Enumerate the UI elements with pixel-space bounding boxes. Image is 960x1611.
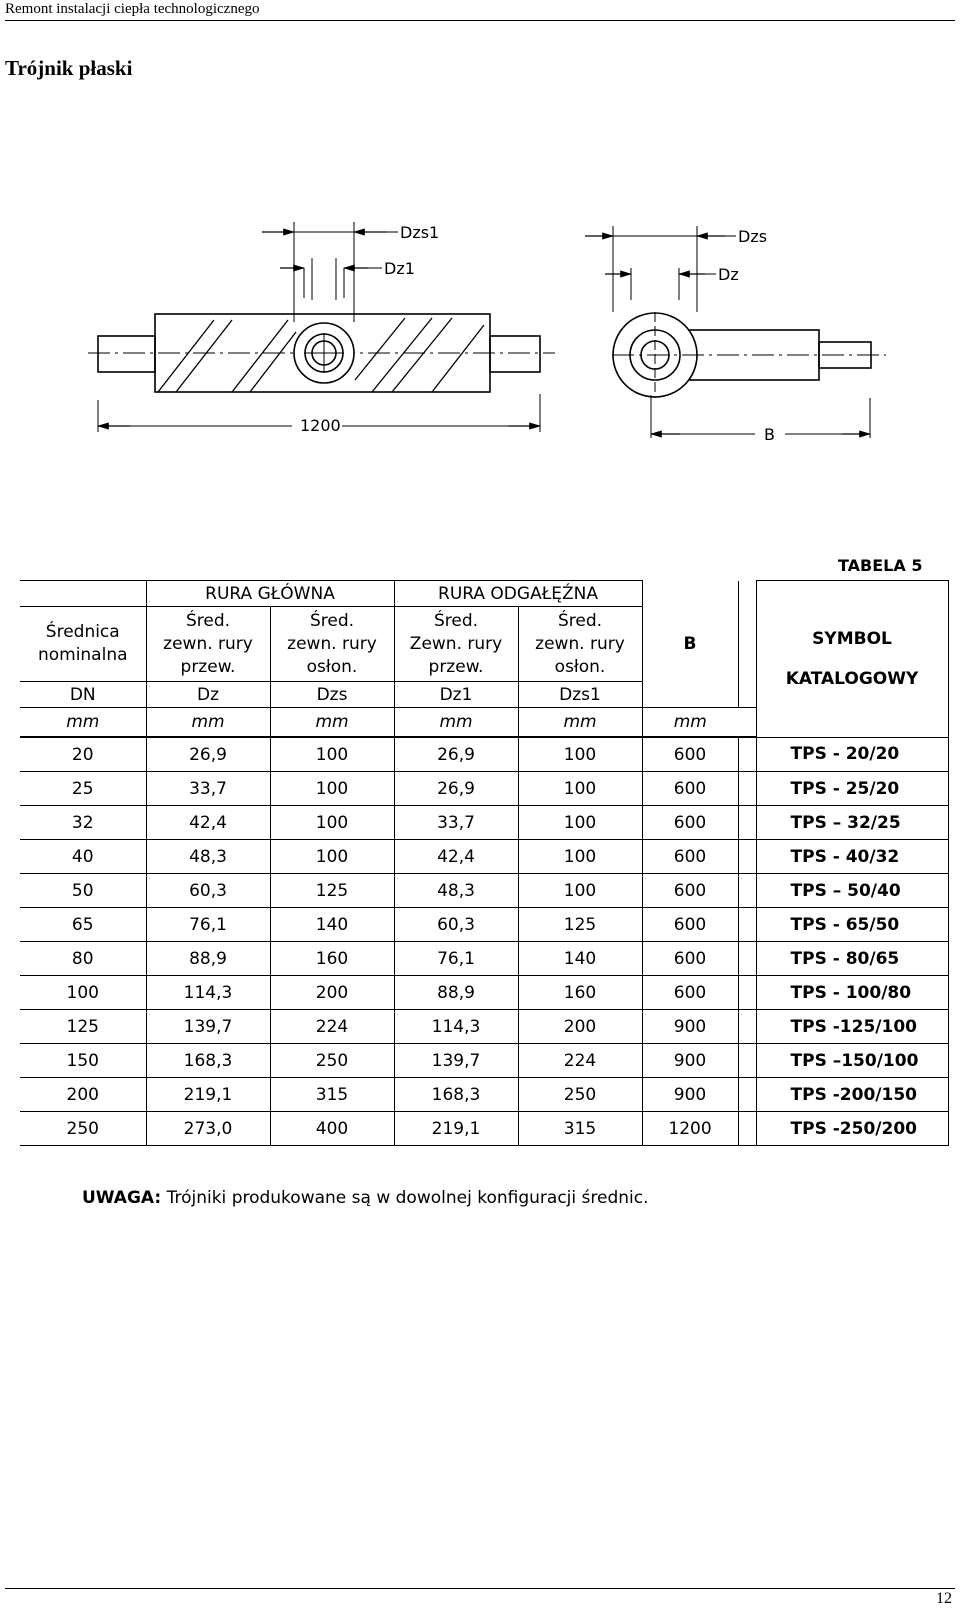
specification-table — [20, 580, 949, 1146]
table-body — [20, 737, 948, 1146]
cell-dz1: 88,9 — [394, 976, 518, 1010]
cell-dz: 273,0 — [146, 1112, 270, 1146]
cell-dz1: 76,1 — [394, 942, 518, 976]
cell-dz1: 33,7 — [394, 806, 518, 840]
cell-dz1: 114,3 — [394, 1010, 518, 1044]
cell-dzs1: 250 — [518, 1078, 642, 1112]
table-row — [20, 976, 948, 1010]
symbols-row: DN Dz Dzs Dz1 Dzs1 — [20, 682, 948, 708]
table-row — [20, 1078, 948, 1112]
cell-dz1: 60,3 — [394, 908, 518, 942]
header-nominal-diameter: Średnica nominalna — [37, 622, 128, 665]
label-dzs1: Dzs1 — [400, 223, 440, 242]
cell-dzs1: 224 — [518, 1044, 642, 1078]
cell-dz: 88,9 — [146, 942, 270, 976]
cell-dzs1: 100 — [518, 737, 642, 772]
cell-dn: 125 — [20, 1010, 146, 1044]
cell-b: 1200 — [642, 1112, 738, 1146]
symbol-header-line1: SYMBOL — [812, 628, 892, 649]
cell-dz1: 48,3 — [394, 874, 518, 908]
page-number: 12 — [936, 1590, 952, 1607]
table-row — [20, 908, 948, 942]
header-dzs: Śred. zewn. rury osłon. — [270, 607, 394, 682]
tee-technical-drawing — [0, 0, 960, 480]
cell-symbol: TPS - 100/80 — [756, 976, 948, 1010]
label-dz1: Dz1 — [384, 259, 415, 278]
cell-dz: 114,3 — [146, 976, 270, 1010]
note-text: Trójniki produkowane są w dowolnej konfiguracji średnic. — [166, 1188, 649, 1208]
cell-dn: 50 — [20, 874, 146, 908]
cell-b: 900 — [642, 1044, 738, 1078]
label-dz: Dz — [718, 265, 739, 284]
cell-dn: 250 — [20, 1112, 146, 1146]
cell-b: 600 — [642, 976, 738, 1010]
group-branch-pipe: RURA ODGAŁĘŹNA — [394, 581, 642, 607]
cell-b: 900 — [642, 1078, 738, 1112]
table-row — [20, 1010, 948, 1044]
cell-b: 600 — [642, 772, 738, 806]
symbol-header-line2: KATALOGOWY — [785, 668, 919, 689]
cell-dzs1: 125 — [518, 908, 642, 942]
cell-dz1: 26,9 — [394, 737, 518, 772]
cell-b: 600 — [642, 806, 738, 840]
cell-symbol: TPS - 20/20 — [756, 737, 948, 772]
cell-symbol: TPS - 65/50 — [756, 908, 948, 942]
table-row — [20, 1112, 948, 1146]
cell-dzs: 250 — [270, 1044, 394, 1078]
cell-dz1: 139,7 — [394, 1044, 518, 1078]
cell-dz1: 168,3 — [394, 1078, 518, 1112]
cell-b: 600 — [642, 942, 738, 976]
cell-dz1: 26,9 — [394, 772, 518, 806]
symbol-header — [756, 581, 948, 738]
cell-dn: 25 — [20, 772, 146, 806]
cell-symbol: TPS - 80/65 — [756, 942, 948, 976]
table-row — [20, 874, 948, 908]
header-dzs1: Śred. zewn. rury osłon. — [518, 607, 642, 682]
cell-dzs1: 200 — [518, 1010, 642, 1044]
cell-dzs1: 315 — [518, 1112, 642, 1146]
cell-dzs1: 100 — [518, 874, 642, 908]
pipe-end-right — [490, 336, 540, 372]
table-row — [20, 942, 948, 976]
group-main-pipe: RURA GŁÓWNA — [146, 581, 394, 607]
note — [82, 1188, 649, 1208]
cell-dzs1: 140 — [518, 942, 642, 976]
cell-dzs1: 100 — [518, 840, 642, 874]
label-1200: 1200 — [300, 416, 341, 435]
note-label: UWAGA: — [82, 1188, 162, 1208]
cell-dz: 26,9 — [146, 737, 270, 772]
cell-dn: 20 — [20, 737, 146, 772]
cell-dz: 48,3 — [146, 840, 270, 874]
cell-dzs: 140 — [270, 908, 394, 942]
label-dzs: Dzs — [738, 227, 768, 246]
cell-dn: 40 — [20, 840, 146, 874]
cell-dzs: 400 — [270, 1112, 394, 1146]
cell-dzs: 224 — [270, 1010, 394, 1044]
cell-dn: 200 — [20, 1078, 146, 1112]
cell-symbol: TPS –150/100 — [756, 1044, 948, 1078]
label-b: B — [764, 425, 775, 444]
header-dz: Śred. zewn. rury przew. — [146, 607, 270, 682]
table-row — [20, 840, 948, 874]
cell-symbol: TPS - 25/20 — [756, 772, 948, 806]
header-b: B — [642, 607, 738, 682]
group-header-row — [20, 581, 948, 607]
cell-symbol: TPS -250/200 — [756, 1112, 948, 1146]
footer-divider — [5, 1588, 955, 1589]
cell-dz: 168,3 — [146, 1044, 270, 1078]
cell-dzs: 200 — [270, 976, 394, 1010]
cell-dz1: 42,4 — [394, 840, 518, 874]
cell-dzs: 315 — [270, 1078, 394, 1112]
table-row — [20, 1044, 948, 1078]
cell-dz: 219,1 — [146, 1078, 270, 1112]
header-dz1: Śred. Zewn. rury przew. — [394, 607, 518, 682]
table-row — [20, 806, 948, 840]
cell-dzs: 125 — [270, 874, 394, 908]
cell-dzs1: 100 — [518, 806, 642, 840]
cell-dz: 76,1 — [146, 908, 270, 942]
page-title: Trójnik płaski — [5, 56, 133, 80]
table-row — [20, 772, 948, 806]
cell-b: 600 — [642, 908, 738, 942]
cell-dn: 80 — [20, 942, 146, 976]
cell-b: 600 — [642, 840, 738, 874]
cell-dzs: 100 — [270, 737, 394, 772]
cell-b: 900 — [642, 1010, 738, 1044]
cell-b: 600 — [642, 874, 738, 908]
pipe-end-left — [98, 336, 155, 372]
cell-symbol: TPS – 50/40 — [756, 874, 948, 908]
cell-symbol: TPS – 32/25 — [756, 806, 948, 840]
cell-dn: 32 — [20, 806, 146, 840]
cell-dzs: 100 — [270, 806, 394, 840]
cell-symbol: TPS - 40/32 — [756, 840, 948, 874]
cell-dzs1: 160 — [518, 976, 642, 1010]
cell-symbol: TPS -125/100 — [756, 1010, 948, 1044]
document-title: Remont instalacji ciepła technologicznego — [5, 1, 260, 17]
cell-dz: 33,7 — [146, 772, 270, 806]
cell-b: 600 — [642, 737, 738, 772]
cell-dn: 150 — [20, 1044, 146, 1078]
table-row — [20, 737, 948, 772]
table-caption: TABELA 5 — [838, 556, 923, 575]
cell-dz: 139,7 — [146, 1010, 270, 1044]
cell-dz: 60,3 — [146, 874, 270, 908]
cell-dzs: 100 — [270, 840, 394, 874]
cell-dz: 42,4 — [146, 806, 270, 840]
cell-dn: 100 — [20, 976, 146, 1010]
cell-symbol: TPS -200/150 — [756, 1078, 948, 1112]
cell-dzs: 100 — [270, 772, 394, 806]
cell-dzs1: 100 — [518, 772, 642, 806]
units-row: mm mm mm mm mm mm — [20, 708, 948, 738]
cell-dzs: 160 — [270, 942, 394, 976]
cell-dn: 65 — [20, 908, 146, 942]
cell-dz1: 219,1 — [394, 1112, 518, 1146]
